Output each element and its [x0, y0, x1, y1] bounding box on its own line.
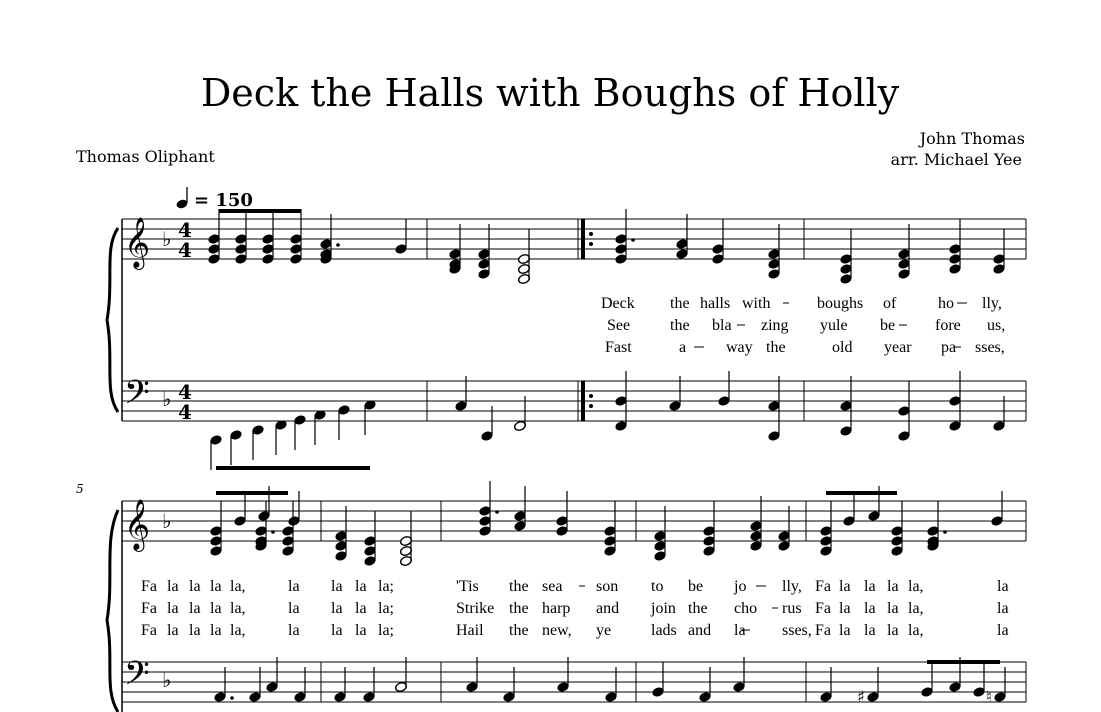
lyric: la;: [378, 622, 394, 639]
lyric: Deck: [601, 295, 635, 312]
flat-key-signature-icon: ♭: [162, 668, 172, 692]
lyric: and: [688, 622, 712, 639]
lyric: new,: [542, 622, 572, 639]
lyric: bla: [712, 317, 732, 334]
arranger-credit: arr. Michael Yee: [890, 150, 1022, 169]
lyric: and: [596, 600, 620, 617]
lyric: way: [726, 339, 753, 356]
lyric: the: [509, 600, 529, 617]
svg-text:4: 4: [178, 380, 192, 404]
time-signature-icon: [178, 218, 192, 424]
flat-key-signature-icon: ♭: [162, 509, 172, 533]
sharp-icon: ♯: [857, 687, 865, 706]
lyric: Fa: [141, 622, 157, 639]
lyric: la: [997, 622, 1009, 639]
lyric: sses,: [782, 622, 812, 639]
lyric: sea: [542, 578, 563, 595]
lyric: be: [688, 578, 704, 595]
lyric: la: [210, 622, 222, 639]
lyric: Fa: [815, 622, 831, 639]
lyric: lly,: [982, 295, 1002, 312]
flat-key-signature-icon: ♭: [162, 387, 172, 411]
lyric: la: [997, 578, 1009, 595]
score-title: Deck the Halls with Boughs of Holly: [200, 71, 900, 115]
lyric: the: [670, 317, 690, 334]
lyric: pa: [941, 339, 957, 356]
lyric: la,: [908, 578, 924, 595]
lyric: la: [734, 622, 746, 639]
brace-icon: [107, 228, 118, 412]
lyric: la: [887, 600, 899, 617]
lyric: cho: [734, 600, 758, 617]
lyric: la: [167, 622, 179, 639]
lyric: la: [839, 578, 851, 595]
lyrics-system1: [601, 295, 1005, 356]
lyric: la: [210, 578, 222, 595]
lyric: la: [355, 600, 367, 617]
lyric: the: [509, 578, 529, 595]
lyric: zing: [761, 317, 789, 334]
natural-icon: ♮: [986, 687, 992, 706]
lyric: la;: [378, 578, 394, 595]
lyric: us,: [987, 317, 1006, 334]
lyric: the: [766, 339, 786, 356]
svg-text:4: 4: [178, 238, 192, 262]
tempo-marking: [175, 187, 252, 211]
lyric: boughs: [817, 295, 864, 312]
lyric: la: [167, 600, 179, 617]
tempo-value: = 150: [194, 190, 253, 211]
lyric: la,: [908, 622, 924, 639]
brace-icon: [107, 510, 118, 712]
lyric: la: [331, 600, 343, 617]
lyric: the: [670, 295, 690, 312]
lyric: the: [688, 600, 708, 617]
lyric: la: [839, 622, 851, 639]
flat-key-signature-icon: ♭: [162, 227, 172, 251]
lyrics-system2: [141, 578, 1009, 639]
lyric: 'Tis: [456, 578, 479, 595]
repeat-sign-icon: [589, 232, 593, 408]
lyric: rus: [782, 600, 802, 617]
lyric: la,: [230, 578, 246, 595]
lyric: the: [509, 622, 529, 639]
lyric: la,: [230, 600, 246, 617]
lyric: sses,: [975, 339, 1005, 356]
bass-staff-system1: [122, 381, 1026, 421]
measure-number: 5: [76, 482, 84, 496]
lyric: la: [887, 578, 899, 595]
lyric: halls: [700, 295, 731, 312]
lyric: la: [839, 600, 851, 617]
lyric: Fa: [141, 578, 157, 595]
lyric: la: [864, 600, 876, 617]
lyric: la: [864, 578, 876, 595]
lyric: Fa: [141, 600, 157, 617]
lyricist-credit: Thomas Oliphant: [76, 147, 215, 166]
lyric: Strike: [456, 600, 495, 617]
lyric: la: [189, 600, 201, 617]
lyric: Fa: [815, 600, 831, 617]
bass-clef-icon: 𝄢: [124, 374, 150, 420]
lyric: la,: [908, 600, 924, 617]
lyric: la: [288, 578, 300, 595]
lyric: be: [880, 317, 896, 334]
lyric: son: [596, 578, 619, 595]
lyric: la: [355, 622, 367, 639]
treble-clef-icon: 𝄞: [124, 499, 151, 550]
lyric: fore: [935, 317, 961, 334]
lyric: la,: [230, 622, 246, 639]
lyric: lads: [651, 622, 677, 639]
lyric: Fast: [605, 339, 632, 356]
lyric: See: [607, 317, 631, 334]
bass-clef-icon: 𝄢: [124, 655, 150, 701]
lyric: harp: [542, 600, 571, 617]
lyric: la: [167, 578, 179, 595]
lyric: la: [864, 622, 876, 639]
lyric: with: [742, 295, 771, 312]
lyric: ho: [938, 295, 954, 312]
lyric: a: [679, 339, 687, 356]
lyric: la;: [378, 600, 394, 617]
lyric: yule: [820, 317, 848, 334]
lyric: la: [210, 600, 222, 617]
lyric: la: [887, 622, 899, 639]
lyric: of: [883, 295, 897, 312]
lyric: year: [884, 339, 912, 356]
lyric: join: [651, 600, 676, 617]
lyric: la: [331, 578, 343, 595]
lyric: la: [288, 622, 300, 639]
composer-credit: John Thomas: [919, 129, 1025, 148]
lyric: jo: [734, 578, 747, 595]
lyric: to: [651, 578, 664, 595]
lyric: la: [189, 578, 201, 595]
lyric: Hail: [456, 622, 484, 639]
lyric: la: [331, 622, 343, 639]
svg-text:4: 4: [178, 400, 192, 424]
svg-text:4: 4: [178, 218, 192, 242]
treble-staff-system1: [122, 219, 1026, 259]
lyric: ye: [596, 622, 612, 639]
lyric: Fa: [815, 578, 831, 595]
treble-clef-icon: 𝄞: [124, 217, 151, 268]
lyric: la: [288, 600, 300, 617]
lyric: old: [832, 339, 853, 356]
lyric: lly,: [782, 578, 802, 595]
lyric: la: [189, 622, 201, 639]
lyric: la: [355, 578, 367, 595]
lyric: la: [997, 600, 1009, 617]
